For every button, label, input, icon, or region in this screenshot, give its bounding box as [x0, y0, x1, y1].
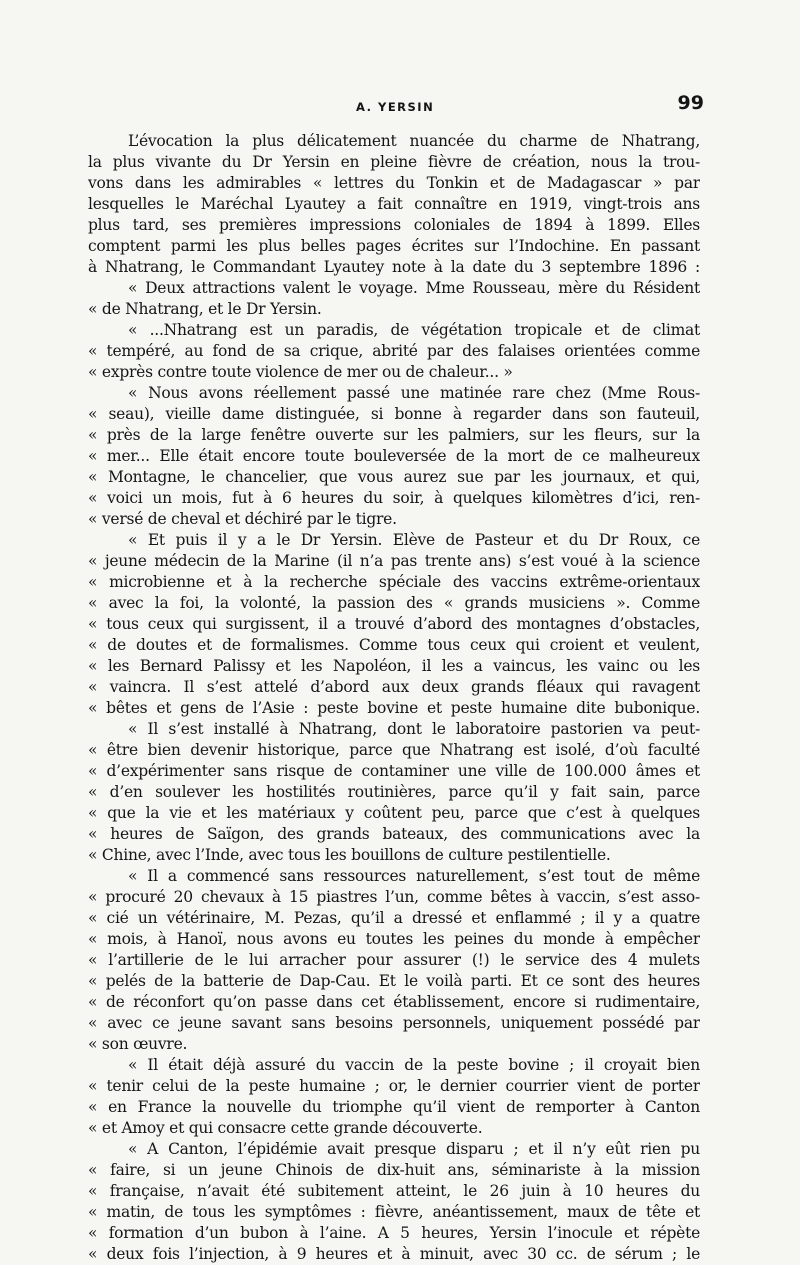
text-line: « de réconfort qu’on passe dans cet établissement, encore si rudimentaire, — [88, 993, 700, 1011]
text-line: « mois, à Hanoï, nous avons eu toutes les peines du monde à empêcher — [88, 930, 700, 948]
text-line: « Montagne, le chancelier, que vous aurez sue par les journaux, et qui, — [88, 468, 700, 486]
text-line: « d’expérimenter sans risque de contaminer une ville de 100.000 âmes et — [88, 762, 700, 780]
text-line: « française, n’avait été subitement atteint, le 26 juin à 10 heures du — [88, 1182, 700, 1200]
text-line: « faire, si un jeune Chinois de dix-huit ans, séminariste à la mission — [88, 1161, 700, 1179]
text-line: « exprès contre toute violence de mer ou de chaleur... » — [88, 363, 513, 381]
text-line: « ...Nhatrang est un paradis, de végétation tropicale et de climat — [128, 321, 700, 339]
text-line: « être bien devenir historique, parce que Nhatrang est isolé, d’où faculté — [88, 741, 700, 759]
text-line: « Chine, avec l’Inde, avec tous les bouillons de culture pestilentielle. — [88, 846, 611, 864]
text-line: « Nous avons réellement passé une matinée rare chez (Mme Rous- — [128, 384, 700, 402]
text-line: « son œuvre. — [88, 1035, 188, 1053]
text-line: « formation d’un bubon à l’aine. A 5 heures, Yersin l’inocule et répète — [88, 1224, 700, 1242]
text-line: « avec ce jeune savant sans besoins personnels, uniquement possédé par — [88, 1014, 700, 1032]
page-number: 99 — [677, 92, 704, 114]
text-line: « seau), vieille dame distinguée, si bonne à regarder dans son fauteuil, — [88, 405, 700, 423]
text-line: « avec la foi, la volonté, la passion des « grands musiciens ». Comme — [88, 594, 700, 612]
text-line: « heures de Saïgon, des grands bateaux, des communications avec la — [88, 825, 700, 843]
text-line: « procuré 20 chevaux à 15 piastres l’un, comme bêtes à vaccin, s’est asso- — [88, 888, 700, 906]
text-line: « bêtes et gens de l’Asie : peste bovine et peste humaine dite bubonique. — [88, 699, 700, 717]
text-line: plus tard, ses premières impressions coloniales de 1894 à 1899. Elles — [88, 216, 700, 234]
text-line: « de Nhatrang, et le Dr Yersin. — [88, 300, 322, 318]
text-line: « jeune médecin de la Marine (il n’a pas trente ans) s’est voué à la science — [88, 552, 700, 570]
text-line: à Nhatrang, le Commandant Lyautey note à la date du 3 septembre 1896 : — [88, 258, 700, 276]
text-line: « A Canton, l’épidémie avait presque disparu ; et il n’y eût rien pu — [128, 1140, 700, 1158]
text-line: vons dans les admirables « lettres du Tonkin et de Madagascar » par — [88, 174, 700, 192]
text-line: la plus vivante du Dr Yersin en pleine fièvre de création, nous la trou- — [88, 153, 700, 171]
text-line: « versé de cheval et déchiré par le tigre. — [88, 510, 397, 528]
text-line: « Il a commencé sans ressources naturellement, s’est tout de même — [128, 867, 700, 885]
text-line: « l’artillerie de le lui arracher pour assurer (!) le service des 4 mulets — [88, 951, 700, 969]
text-line: « cié un vétérinaire, M. Pezas, qu’il a dressé et enflammé ; il y a quatre — [88, 909, 700, 927]
text-line: « Et puis il y a le Dr Yersin. Elève de Pasteur et du Dr Roux, ce — [128, 531, 700, 549]
text-line: « que la vie et les matériaux y coûtent peu, parce que c’est à quelques — [88, 804, 700, 822]
text-line: « voici un mois, fut à 6 heures du soir, à quelques kilomètres d’ici, ren- — [88, 489, 700, 507]
text-line: « Deux attractions valent le voyage. Mme Rousseau, mère du Résident — [128, 279, 700, 297]
text-line: « tempéré, au fond de sa crique, abrité par des falaises orientées comme — [88, 342, 700, 360]
text-line: « matin, de tous les symptômes : fièvre, anéantissement, maux de tête et — [88, 1203, 700, 1221]
text-line: « d’en soulever les hostilités routinières, parce qu’il y fait sain, parce — [88, 783, 700, 801]
text-line: « microbienne et à la recherche spéciale des vaccins extrême-orientaux — [88, 573, 700, 591]
text-line: « de doutes et de formalismes. Comme tous ceux qui croient et veulent, — [88, 636, 700, 654]
body-text — [88, 131, 700, 1265]
text-line: « deux fois l’injection, à 9 heures et à minuit, avec 30 cc. de sérum ; le — [88, 1245, 700, 1263]
text-line: « les Bernard Palissy et les Napoléon, il les a vaincus, les vainc ou les — [88, 657, 700, 675]
text-line: « mer... Elle était encore toute bouleversée de la mort de ce malheureux — [88, 447, 700, 465]
text-line: L’évocation la plus délicatement nuancée du charme de Nhatrang, — [128, 132, 700, 150]
text-line: « Il s’est installé à Nhatrang, dont le laboratoire pastorien va peut- — [128, 720, 700, 738]
text-line: « et Amoy et qui consacre cette grande découverte. — [88, 1119, 483, 1137]
text-line: « près de la large fenêtre ouverte sur les palmiers, sur les fleurs, sur la — [88, 426, 700, 444]
text-line: comptent parmi les plus belles pages écrites sur l’Indochine. En passant — [88, 237, 700, 255]
text-line: « Il était déjà assuré du vaccin de la peste bovine ; il croyait bien — [128, 1056, 700, 1074]
text-line: lesquelles le Maréchal Lyautey a fait connaître en 1919, vingt-trois ans — [88, 195, 700, 213]
text-line: « en France la nouvelle du triomphe qu’il vient de remporter à Canton — [88, 1098, 700, 1116]
text-line: « pelés de la batterie de Dap-Cau. Et le voilà parti. Et ce sont des heures — [88, 972, 700, 990]
text-line: « tenir celui de la peste humaine ; or, le dernier courrier vient de porter — [88, 1077, 700, 1095]
text-line: « tous ceux qui surgissent, il a trouvé d’abord des montagnes d’obstacles, — [88, 615, 700, 633]
text-line: « vaincra. Il s’est attelé d’abord aux deux grands fléaux qui ravagent — [88, 678, 700, 696]
running-head: A. YERSIN — [356, 100, 435, 114]
page-header — [88, 92, 704, 122]
